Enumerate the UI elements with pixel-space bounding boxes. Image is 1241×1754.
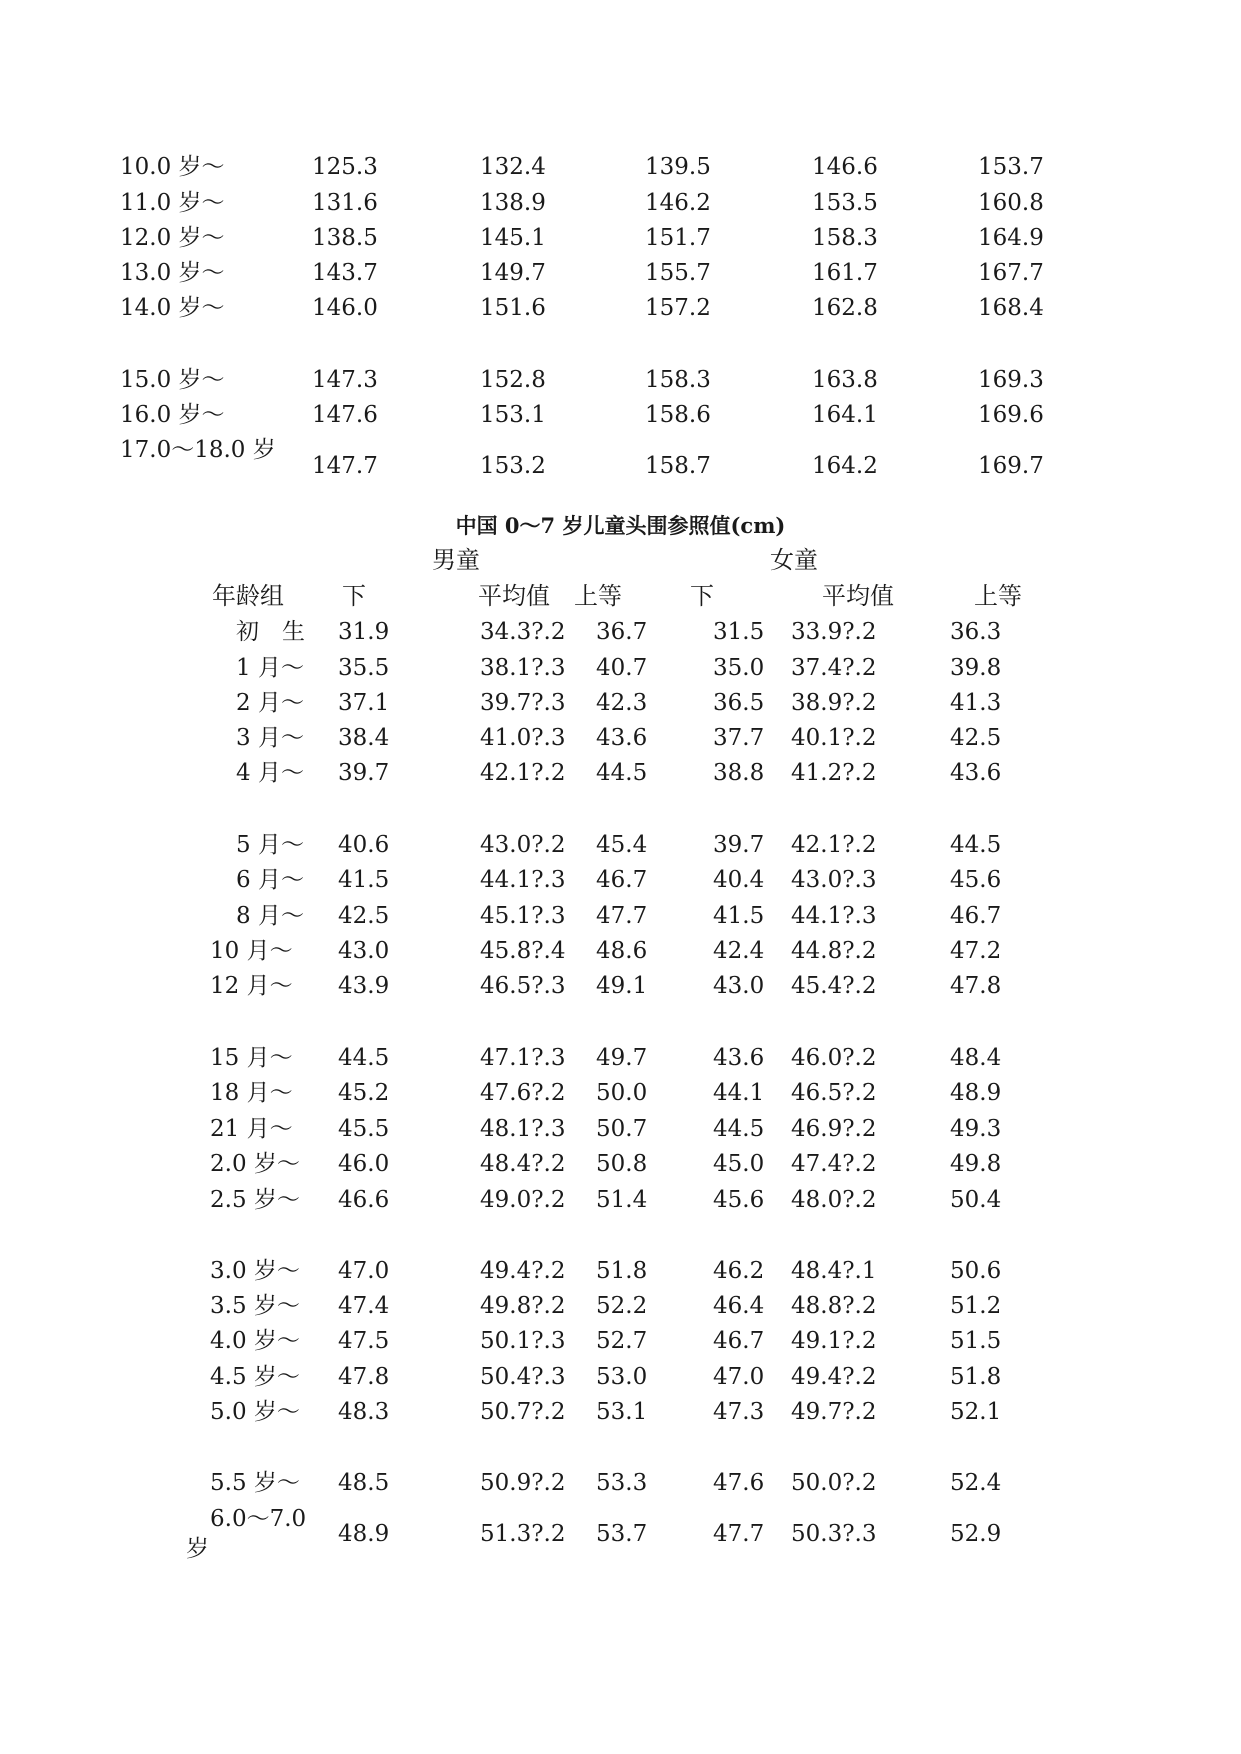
value-cell: 49.1 [596,973,648,999]
age-cell: 5 月～ [236,832,304,858]
value-cell: 52.4 [950,1470,1002,1496]
group-header-girl: 女童 [770,546,818,574]
age-cell: 6.0～7.0 岁 [186,1506,307,1562]
value-cell: 48.5 [338,1470,390,1496]
age-cell: 4 月～ [236,760,304,786]
value-cell: 51.5 [950,1328,1002,1354]
value-cell: 45.4 [596,832,648,858]
value-cell: 125.3 [312,154,378,180]
age-cell: 12 月～ [210,973,293,999]
value-cell: 146.2 [645,190,711,216]
value-cell: 44.1?.3 [480,867,566,893]
age-cell: 2.0 岁～ [210,1151,300,1177]
age-cell: 2.5 岁～ [210,1187,300,1213]
value-cell: 48.4?.2 [480,1151,566,1177]
value-cell: 38.9?.2 [791,690,877,716]
table-row [0,1327,1241,1363]
value-cell: 45.6 [713,1187,765,1213]
value-cell: 47.4 [338,1293,390,1319]
value-cell: 38.1?.3 [480,655,566,681]
value-cell: 48.9 [338,1521,390,1547]
value-cell: 52.9 [950,1521,1002,1547]
age-cell: 3.5 岁～ [210,1293,300,1319]
value-cell: 43.6 [950,760,1002,786]
value-cell: 43.0 [338,938,390,964]
value-cell: 51.8 [596,1258,648,1284]
table-row [0,1363,1241,1399]
value-cell: 143.7 [312,260,378,286]
value-cell: 44.5 [596,760,648,786]
table-row [0,1398,1241,1434]
table-row [0,618,1241,654]
value-cell: 145.1 [480,225,546,251]
value-cell: 50.1?.3 [480,1328,566,1354]
value-cell: 48.0?.2 [791,1187,877,1213]
value-cell: 44.1 [713,1080,765,1106]
value-cell: 46.5?.3 [480,973,566,999]
value-cell: 146.0 [312,295,378,321]
value-cell: 153.5 [812,190,878,216]
table-row [0,153,1241,189]
value-cell: 47.2 [950,938,1002,964]
value-cell: 38.4 [338,725,390,751]
value-cell: 49.4?.2 [791,1364,877,1390]
value-cell: 161.7 [812,260,878,286]
value-cell: 35.5 [338,655,390,681]
value-cell: 49.8?.2 [480,1293,566,1319]
value-cell: 47.0 [713,1364,765,1390]
value-cell: 157.2 [645,295,711,321]
value-cell: 46.7 [596,867,648,893]
value-cell: 50.0 [596,1080,648,1106]
age-cell: 2 月～ [236,690,304,716]
value-cell: 169.7 [978,453,1044,479]
value-cell: 167.7 [978,260,1044,286]
value-cell: 44.8?.2 [791,938,877,964]
col-header-boy-mean: 平均值 [478,582,550,610]
value-cell: 46.7 [950,903,1002,929]
value-cell: 53.3 [596,1470,648,1496]
table-row [0,366,1241,402]
table-row [0,436,1241,488]
value-cell: 43.6 [596,725,648,751]
col-header-girl-low: 下 [690,582,714,610]
value-cell: 45.0 [713,1151,765,1177]
age-cell: 6 月～ [236,867,304,893]
value-cell: 45.5 [338,1116,390,1142]
value-cell: 153.2 [480,453,546,479]
value-cell: 151.7 [645,225,711,251]
age-cell: 17.0～18.0 岁 [120,437,276,463]
value-cell: 36.7 [596,619,648,645]
value-cell: 41.5 [713,903,765,929]
table-row [0,759,1241,795]
value-cell: 36.3 [950,619,1002,645]
value-cell: 51.2 [950,1293,1002,1319]
value-cell: 49.7 [596,1045,648,1071]
value-cell: 48.6 [596,938,648,964]
value-cell: 43.6 [713,1045,765,1071]
value-cell: 138.9 [480,190,546,216]
value-cell: 164.1 [812,402,878,428]
age-cell: 11.0 岁～ [120,190,225,216]
value-cell: 50.7 [596,1116,648,1142]
table-row [0,1186,1241,1222]
value-cell: 158.7 [645,453,711,479]
age-cell: 初 生 [236,619,305,645]
value-cell: 46.9?.2 [791,1116,877,1142]
value-cell: 39.8 [950,655,1002,681]
age-cell: 10 月～ [210,938,293,964]
value-cell: 37.7 [713,725,765,751]
value-cell: 46.4 [713,1293,765,1319]
value-cell: 158.3 [812,225,878,251]
table-row [0,831,1241,867]
value-cell: 50.4 [950,1187,1002,1213]
value-cell: 50.4?.3 [480,1364,566,1390]
table-row [0,1469,1241,1505]
value-cell: 43.0?.2 [480,832,566,858]
value-cell: 53.7 [596,1521,648,1547]
value-cell: 44.5 [338,1045,390,1071]
value-cell: 47.1?.3 [480,1045,566,1071]
age-cell: 12.0 岁～ [120,225,225,251]
value-cell: 45.1?.3 [480,903,566,929]
value-cell: 152.8 [480,367,546,393]
value-cell: 46.7 [713,1328,765,1354]
value-cell: 153.1 [480,402,546,428]
value-cell: 48.3 [338,1399,390,1425]
value-cell: 51.4 [596,1187,648,1213]
value-cell: 42.5 [338,903,390,929]
value-cell: 51.8 [950,1364,1002,1390]
age-cell: 1 月～ [236,655,304,681]
value-cell: 39.7?.3 [480,690,566,716]
value-cell: 132.4 [480,154,546,180]
table-row [0,1504,1241,1568]
table-row [0,654,1241,690]
col-header-boy-low: 下 [342,582,366,610]
value-cell: 44.5 [950,832,1002,858]
value-cell: 47.6 [713,1470,765,1496]
age-cell: 3 月～ [236,725,304,751]
value-cell: 41.0?.3 [480,725,566,751]
table-row [0,1292,1241,1328]
value-cell: 50.9?.2 [480,1470,566,1496]
value-cell: 47.7 [713,1521,765,1547]
value-cell: 50.7?.2 [480,1399,566,1425]
value-cell: 49.4?.2 [480,1258,566,1284]
value-cell: 37.4?.2 [791,655,877,681]
value-cell: 169.6 [978,402,1044,428]
value-cell: 43.0?.3 [791,867,877,893]
value-cell: 41.2?.2 [791,760,877,786]
value-cell: 50.3?.3 [791,1521,877,1547]
age-cell: 14.0 岁～ [120,295,225,321]
value-cell: 168.4 [978,295,1044,321]
col-header-age: 年龄组 [212,582,284,610]
table-row [0,294,1241,330]
value-cell: 53.1 [596,1399,648,1425]
value-cell: 45.8?.4 [480,938,566,964]
value-cell: 49.3 [950,1116,1002,1142]
table-row [0,1044,1241,1080]
value-cell: 45.6 [950,867,1002,893]
table-row [0,224,1241,260]
table-row [0,866,1241,902]
col-header-boy-high: 上等 [574,582,622,610]
table-row [0,401,1241,437]
value-cell: 42.3 [596,690,648,716]
value-cell: 155.7 [645,260,711,286]
value-cell: 49.1?.2 [791,1328,877,1354]
value-cell: 40.6 [338,832,390,858]
table-row [0,1150,1241,1186]
value-cell: 139.5 [645,154,711,180]
value-cell: 51.3?.2 [480,1521,566,1547]
value-cell: 40.1?.2 [791,725,877,751]
value-cell: 37.1 [338,690,390,716]
value-cell: 46.6 [338,1187,390,1213]
value-cell: 160.8 [978,190,1044,216]
value-cell: 38.8 [713,760,765,786]
table-row [0,1079,1241,1115]
value-cell: 35.0 [713,655,765,681]
value-cell: 48.9 [950,1080,1002,1106]
value-cell: 36.5 [713,690,765,716]
value-cell: 164.9 [978,225,1044,251]
value-cell: 151.6 [480,295,546,321]
value-cell: 47.8 [338,1364,390,1390]
value-cell: 147.6 [312,402,378,428]
value-cell: 39.7 [713,832,765,858]
value-cell: 44.5 [713,1116,765,1142]
value-cell: 50.6 [950,1258,1002,1284]
value-cell: 31.9 [338,619,390,645]
age-cell: 21 月～ [210,1116,293,1142]
value-cell: 158.6 [645,402,711,428]
value-cell: 164.2 [812,453,878,479]
value-cell: 50.8 [596,1151,648,1177]
value-cell: 47.6?.2 [480,1080,566,1106]
value-cell: 46.0?.2 [791,1045,877,1071]
head-table-title: 中国 0～7 岁儿童头围参照值(cm) [455,513,786,538]
value-cell: 146.6 [812,154,878,180]
value-cell: 147.3 [312,367,378,393]
table-row [0,972,1241,1008]
age-cell: 15 月～ [210,1045,293,1071]
value-cell: 47.7 [596,903,648,929]
age-cell: 18 月～ [210,1080,293,1106]
value-cell: 47.0 [338,1258,390,1284]
value-cell: 52.2 [596,1293,648,1319]
value-cell: 147.7 [312,453,378,479]
value-cell: 42.5 [950,725,1002,751]
value-cell: 49.8 [950,1151,1002,1177]
value-cell: 40.7 [596,655,648,681]
value-cell: 47.5 [338,1328,390,1354]
value-cell: 31.5 [713,619,765,645]
value-cell: 44.1?.3 [791,903,877,929]
value-cell: 43.0 [713,973,765,999]
col-header-girl-high: 上等 [974,582,1022,610]
age-cell: 5.0 岁～ [210,1399,300,1425]
col-header-girl-mean: 平均值 [822,582,894,610]
table-row [0,259,1241,295]
value-cell: 131.6 [312,190,378,216]
value-cell: 48.8?.2 [791,1293,877,1319]
value-cell: 50.0?.2 [791,1470,877,1496]
value-cell: 153.7 [978,154,1044,180]
age-cell: 8 月～ [236,903,304,929]
table-row [0,902,1241,938]
value-cell: 46.0 [338,1151,390,1177]
value-cell: 49.0?.2 [480,1187,566,1213]
age-cell: 3.0 岁～ [210,1258,300,1284]
value-cell: 52.7 [596,1328,648,1354]
group-header-boy: 男童 [432,546,480,574]
value-cell: 41.5 [338,867,390,893]
value-cell: 42.1?.2 [480,760,566,786]
value-cell: 39.7 [338,760,390,786]
table-row [0,937,1241,973]
table-row [0,189,1241,225]
value-cell: 40.4 [713,867,765,893]
value-cell: 47.8 [950,973,1002,999]
age-cell: 4.0 岁～ [210,1328,300,1354]
table-row [0,1115,1241,1151]
value-cell: 33.9?.2 [791,619,877,645]
value-cell: 138.5 [312,225,378,251]
value-cell: 163.8 [812,367,878,393]
value-cell: 48.1?.3 [480,1116,566,1142]
table-row [0,1257,1241,1293]
age-cell: 5.5 岁～ [210,1470,300,1496]
value-cell: 45.4?.2 [791,973,877,999]
age-cell: 13.0 岁～ [120,260,225,286]
value-cell: 149.7 [480,260,546,286]
value-cell: 45.2 [338,1080,390,1106]
value-cell: 42.4 [713,938,765,964]
table-row [0,724,1241,760]
value-cell: 52.1 [950,1399,1002,1425]
value-cell: 43.9 [338,973,390,999]
value-cell: 47.4?.2 [791,1151,877,1177]
value-cell: 41.3 [950,690,1002,716]
table-row [0,689,1241,725]
age-cell: 10.0 岁～ [120,154,225,180]
value-cell: 48.4 [950,1045,1002,1071]
value-cell: 48.4?.1 [791,1258,877,1284]
age-cell: 16.0 岁～ [120,402,225,428]
value-cell: 169.3 [978,367,1044,393]
value-cell: 46.5?.2 [791,1080,877,1106]
value-cell: 53.0 [596,1364,648,1390]
age-cell: 15.0 岁～ [120,367,225,393]
age-cell: 4.5 岁～ [210,1364,300,1390]
value-cell: 158.3 [645,367,711,393]
value-cell: 34.3?.2 [480,619,566,645]
value-cell: 162.8 [812,295,878,321]
value-cell: 49.7?.2 [791,1399,877,1425]
value-cell: 46.2 [713,1258,765,1284]
value-cell: 47.3 [713,1399,765,1425]
value-cell: 42.1?.2 [791,832,877,858]
